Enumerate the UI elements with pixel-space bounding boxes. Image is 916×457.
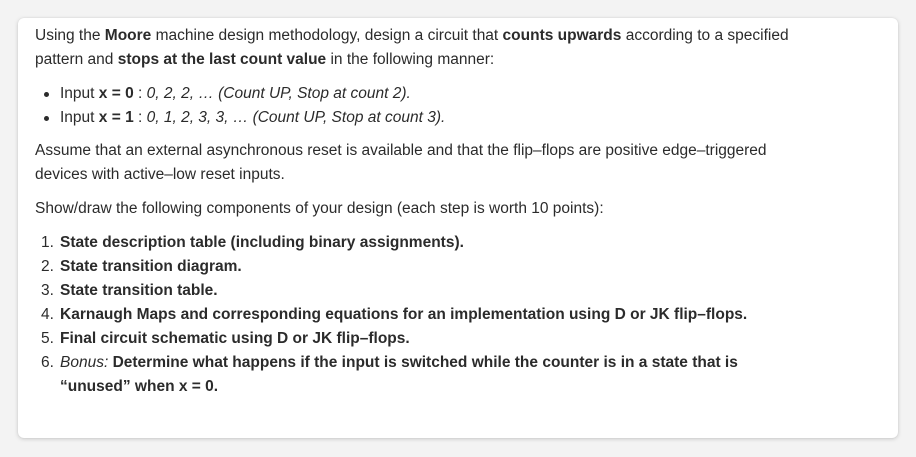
step-text: Final circuit schematic using D or JK flip–flops.: [60, 330, 410, 347]
step-number: 6.: [41, 354, 54, 371]
input-prefix: Input: [60, 109, 99, 126]
step-number: 2.: [41, 258, 54, 275]
input-variable: x = 1: [98, 109, 134, 126]
step-text: State description table (including binary assignments).: [60, 234, 464, 251]
input-pattern: 0, 1, 2, 3, 3, … (Count UP, Stop at count 3).: [146, 109, 446, 126]
step-text: State transition table.: [60, 282, 218, 299]
step-item-bonus: [41, 351, 795, 399]
input-pattern: 0, 2, 2, … (Count UP, Stop at count 2).: [146, 85, 411, 102]
step-number: 3.: [41, 282, 54, 299]
bonus-label: Bonus:: [60, 354, 109, 371]
step-text: State transition diagram.: [60, 258, 242, 275]
input-colon: :: [133, 109, 147, 126]
input-item-x0: [60, 82, 795, 106]
intro-bold-counts-upwards: counts upwards: [502, 27, 622, 44]
intro-bold-stops: stops at the last count value: [117, 51, 327, 68]
input-list: [35, 82, 795, 130]
step-item: [41, 279, 795, 303]
intro-bold-moore: Moore: [104, 27, 152, 44]
intro-paragraph: [35, 24, 795, 72]
problem-content: [35, 24, 795, 399]
step-text: Determine what happens if the input is switched while the counter is in a state that is “unused” when x = 0.: [60, 354, 738, 395]
input-colon: :: [133, 85, 147, 102]
step-number: 5.: [41, 330, 54, 347]
step-item: [41, 231, 795, 255]
intro-text-2: machine design methodology, design a circuit that: [151, 27, 503, 44]
step-item: [41, 327, 795, 351]
steps-list: [35, 231, 795, 399]
intro-text-3: according to a specified pattern and: [35, 27, 789, 68]
intro-text-1: Using the: [35, 27, 105, 44]
instructions-paragraph: Show/draw the following components of your design (each step is worth 10 points):: [35, 200, 604, 217]
input-prefix: Input: [60, 85, 99, 102]
step-number: 1.: [41, 234, 54, 251]
step-item: [41, 255, 795, 279]
step-number: 4.: [41, 306, 54, 323]
problem-card: [18, 18, 898, 438]
intro-text-4: in the following manner:: [326, 51, 495, 68]
step-text: Karnaugh Maps and corresponding equations for an implementation using D or JK flip–flops.: [60, 306, 748, 323]
input-variable: x = 0: [98, 85, 134, 102]
step-item: [41, 303, 795, 327]
assumption-paragraph: Assume that an external asynchronous reset is available and that the flip–flops are positive edge–triggered devices with active–low reset inputs.: [35, 142, 767, 183]
input-item-x1: [60, 106, 795, 130]
